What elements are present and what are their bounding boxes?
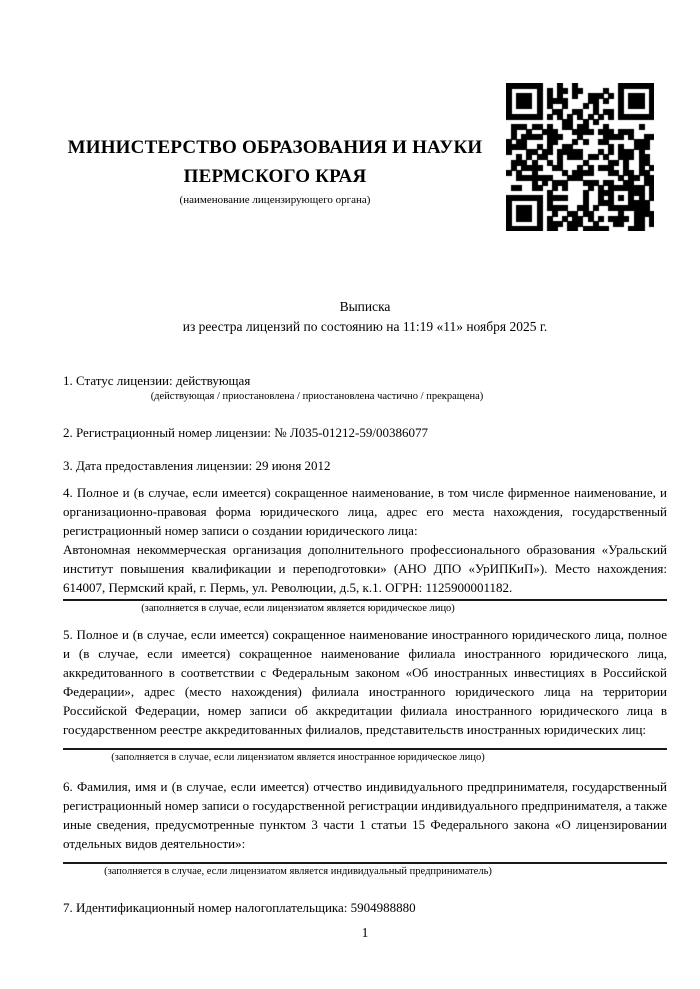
- item-5-label: 5. Полное и (в случае, если имеется) сокращенное наименование иностранного юридического лица, полное и (в случае, если имеется) сокращенное наименование филиала иностранного юридического лица, аккредитованного в соответствии с Федеральным законом «Об иностранных инвестициях в Российской Федерации», адрес (место нахождения) филиала иностранного юридического лица на территории Российской Федерации, номер записи об аккредитации филиала иностранного юридического лица в государственном реестре аккредитованных филиалов, представительств иностранных юридических лиц:: [63, 627, 667, 737]
- item-7-text: 7. Идентификационный номер налогоплательщика: 5904988880: [63, 900, 416, 915]
- item-1-license-status: [63, 371, 667, 390]
- item-2-registration-number: [63, 423, 667, 442]
- item-7-taxpayer-id: [63, 898, 667, 917]
- item-3-grant-date: [63, 456, 667, 475]
- item-4-note: (заполняется в случае, если лицензиатом является юридическое лицо): [141, 603, 455, 614]
- fill-in-line: [63, 599, 667, 601]
- item-5-note: (заполняется в случае, если лицензиатом является иностранное юридическое лицо): [111, 752, 485, 763]
- item-2-text: 2. Регистрационный номер лицензии: № Л035-01212-59/00386077: [63, 425, 429, 440]
- fill-in-line: [63, 748, 667, 750]
- item-5-foreign-entity: [63, 625, 667, 764]
- document-title-line2: из реестра лицензий по состоянию на 11:19 «11» ноября 2025 г.: [182, 319, 548, 334]
- item-1-text: 1. Статус лицензии: действующая: [63, 373, 251, 388]
- qr-code-icon: [506, 83, 654, 231]
- licensing-authority-note: (наименование лицензирующего органа): [179, 194, 371, 206]
- ministry-name-line1: МИНИСТЕРСТВО ОБРАЗОВАНИЯ И НАУКИ: [67, 137, 483, 158]
- item-4-legal-entity: [63, 483, 667, 615]
- item-4-value: Автономная некоммерческая организация дополнительного профессионального образования «Уральский институт повышения квалификации и переподготовки» (АНО ДПО «УрИПКиП»). Место нахождения: 614007, Пермский край, г. Пермь, ул. Революции, д.5, к.1. ОГРН: 1125900001182.: [63, 542, 667, 595]
- item-6-label: 6. Фамилия, имя и (в случае, если имеется) отчество индивидуального предпринимателя, государственный регистрационный номер записи о государственной регистрации индивидуального предпринимателя, а также иные сведения, предусмотренные пунктом 3 части 1 статьи 15 Федерального закона «О лицензировании отдельных видов деятельности»:: [63, 779, 667, 851]
- item-6-entrepreneur: [63, 777, 667, 878]
- document-title: [63, 297, 667, 337]
- page-number: 1: [361, 925, 369, 940]
- item-3-text: 3. Дата предоставления лицензии: 29 июня 2012: [63, 458, 331, 473]
- item-1-note: (действующая / приостановлена / приостановлена частично / прекращена): [150, 391, 484, 402]
- ministry-name-line2: ПЕРМСКОГО КРАЯ: [183, 166, 367, 187]
- item-4-label: 4. Полное и (в случае, если имеется) сокращенное наименование, в том числе фирменное наименование, и организационно-правовая форма юридического лица, адрес его места нахождения, государственный регистрационный номер записи о создании юридического лица:: [63, 485, 667, 538]
- ministry-header: [63, 133, 487, 207]
- fill-in-line: [63, 862, 667, 864]
- document-title-line1: Выписка: [339, 299, 391, 314]
- item-6-note: (заполняется в случае, если лицензиатом является индивидуальный предприниматель): [104, 866, 492, 877]
